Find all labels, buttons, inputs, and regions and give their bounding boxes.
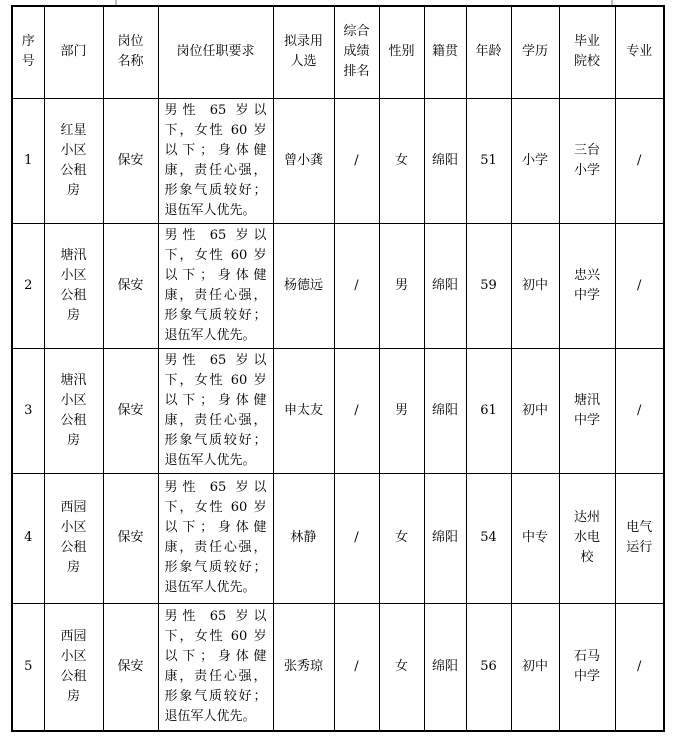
table-cell: / bbox=[334, 223, 379, 348]
table-cell: 三台小学 bbox=[559, 98, 615, 223]
table-cell: 3 bbox=[12, 348, 44, 473]
table-cell: 男性 65 岁以下，女性 60 岁以下；身体健康，责任心强，形象气质较好；退伍军人优先。 bbox=[158, 98, 273, 223]
table-cell: 男性 65 岁以下，女性 60 岁以下；身体健康，责任心强，形象气质较好；退伍军人优先。 bbox=[158, 348, 273, 473]
table-cell: 曾小龚 bbox=[273, 98, 334, 223]
table-cell: 中专 bbox=[511, 473, 559, 603]
header-cell: 岗位任职要求 bbox=[158, 6, 273, 98]
table-cell: / bbox=[615, 603, 664, 731]
header-cell: 毕业院校 bbox=[559, 6, 615, 98]
table-row bbox=[12, 98, 664, 223]
table-cell: 4 bbox=[12, 473, 44, 603]
table-cell: 申太友 bbox=[273, 348, 334, 473]
table-cell: 达州水电校 bbox=[559, 473, 615, 603]
table-cell: 保安 bbox=[103, 348, 158, 473]
table-cell: / bbox=[334, 348, 379, 473]
table-cell: 1 bbox=[12, 98, 44, 223]
table-cell: 红星小区公租房 bbox=[44, 98, 103, 223]
table-cell: 西园小区公租房 bbox=[44, 473, 103, 603]
table-cell: / bbox=[334, 603, 379, 731]
table-cell: 绵阳 bbox=[424, 98, 466, 223]
table-cell: 男 bbox=[379, 348, 424, 473]
table-cell: 男 bbox=[379, 223, 424, 348]
table-cell: / bbox=[615, 223, 664, 348]
table-cell: 张秀琼 bbox=[273, 603, 334, 731]
header-cell: 专业 bbox=[615, 6, 664, 98]
table-cell: / bbox=[334, 473, 379, 603]
table-cell: 5 bbox=[12, 603, 44, 731]
table-cell: 忠兴中学 bbox=[559, 223, 615, 348]
table-cell: 塘汛中学 bbox=[559, 348, 615, 473]
table-cell: 54 bbox=[466, 473, 511, 603]
table-cell: 绵阳 bbox=[424, 348, 466, 473]
table-cell: 59 bbox=[466, 223, 511, 348]
table-cell: 石马中学 bbox=[559, 603, 615, 731]
table-cell: 塘汛小区公租房 bbox=[44, 348, 103, 473]
table-cell: 塘汛小区公租房 bbox=[44, 223, 103, 348]
header-cell: 学历 bbox=[511, 6, 559, 98]
table-body bbox=[12, 98, 664, 731]
header-row bbox=[12, 6, 664, 98]
header-cell: 籍贯 bbox=[424, 6, 466, 98]
table-cell: 男性 65 岁以下，女性 60 岁以下；身体健康，责任心强，形象气质较好；退伍军人优先。 bbox=[158, 223, 273, 348]
table-cell: 61 bbox=[466, 348, 511, 473]
table-cell: 初中 bbox=[511, 348, 559, 473]
table-cell: 保安 bbox=[103, 223, 158, 348]
table-cell: 小学 bbox=[511, 98, 559, 223]
table-cell: / bbox=[615, 348, 664, 473]
table-cell: 保安 bbox=[103, 603, 158, 731]
table-cell: 2 bbox=[12, 223, 44, 348]
header-cell: 部门 bbox=[44, 6, 103, 98]
table-cell: 女 bbox=[379, 473, 424, 603]
table-cell: / bbox=[615, 98, 664, 223]
table-cell: 初中 bbox=[511, 603, 559, 731]
table-cell: 杨德远 bbox=[273, 223, 334, 348]
table-row bbox=[12, 603, 664, 731]
recruitment-candidates-table bbox=[11, 5, 665, 732]
table-cell: 女 bbox=[379, 603, 424, 731]
table-cell: 绵阳 bbox=[424, 473, 466, 603]
table-row bbox=[12, 223, 664, 348]
table-cell: 绵阳 bbox=[424, 223, 466, 348]
table-cell: 保安 bbox=[103, 98, 158, 223]
table-cell: / bbox=[334, 98, 379, 223]
table-cell: 绵阳 bbox=[424, 603, 466, 731]
table-cell: 林静 bbox=[273, 473, 334, 603]
table-cell: 保安 bbox=[103, 473, 158, 603]
table-cell: 电气运行 bbox=[615, 473, 664, 603]
header-cell: 拟录用人选 bbox=[273, 6, 334, 98]
table-cell: 51 bbox=[466, 98, 511, 223]
header-cell: 岗位名称 bbox=[103, 6, 158, 98]
table-cell: 初中 bbox=[511, 223, 559, 348]
table-cell: 女 bbox=[379, 98, 424, 223]
table-row bbox=[12, 348, 664, 473]
table-cell: 男性 65 岁以下，女性 60 岁以下；身体健康，责任心强，形象气质较好；退伍军人优先。 bbox=[158, 473, 273, 603]
header-cell: 年龄 bbox=[466, 6, 511, 98]
header-cell: 序号 bbox=[12, 6, 44, 98]
table-cell: 西园小区公租房 bbox=[44, 603, 103, 731]
header-cell: 性别 bbox=[379, 6, 424, 98]
table-cell: 56 bbox=[466, 603, 511, 731]
table-cell: 男性 65 岁以下，女性 60 岁以下；身体健康，责任心强，形象气质较好；退伍军人优先。 bbox=[158, 603, 273, 731]
table-row bbox=[12, 473, 664, 603]
header-cell: 综合成绩排名 bbox=[334, 6, 379, 98]
